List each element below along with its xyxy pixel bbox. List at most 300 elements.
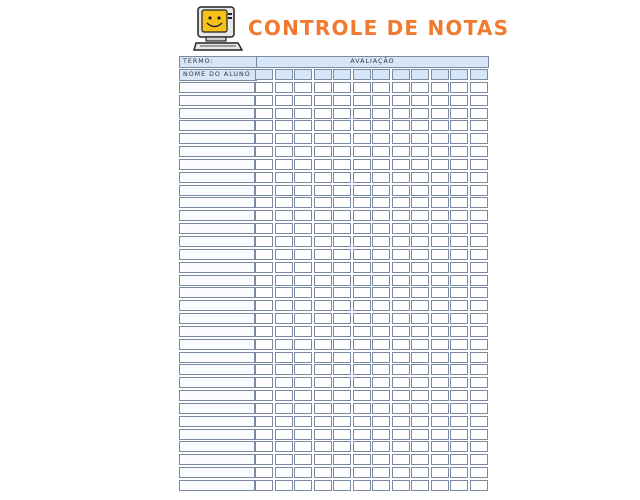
student-name-cell[interactable]	[179, 210, 255, 221]
grade-cell[interactable]	[450, 159, 468, 170]
grade-cell[interactable]	[431, 416, 449, 427]
grade-cell[interactable]	[333, 197, 351, 208]
grade-cell[interactable]	[470, 454, 488, 465]
grade-cell[interactable]	[411, 82, 429, 93]
grade-cell[interactable]	[353, 377, 371, 388]
evaluation-column-header[interactable]	[333, 69, 351, 80]
grade-cell[interactable]	[275, 262, 293, 273]
student-name-cell[interactable]	[179, 467, 255, 478]
grade-cell[interactable]	[450, 95, 468, 106]
grade-cell[interactable]	[392, 403, 410, 414]
grade-cell[interactable]	[353, 416, 371, 427]
student-name-cell[interactable]	[179, 120, 255, 131]
grade-cell[interactable]	[450, 223, 468, 234]
grade-cell[interactable]	[333, 454, 351, 465]
grade-cell[interactable]	[450, 339, 468, 350]
grade-cell[interactable]	[411, 133, 429, 144]
grade-cell[interactable]	[294, 416, 312, 427]
grade-cell[interactable]	[255, 390, 273, 401]
grade-cell[interactable]	[411, 172, 429, 183]
grade-cell[interactable]	[470, 429, 488, 440]
grade-cell[interactable]	[392, 480, 410, 491]
grade-cell[interactable]	[275, 275, 293, 286]
grade-cell[interactable]	[314, 223, 332, 234]
grade-cell[interactable]	[470, 300, 488, 311]
grade-cell[interactable]	[470, 275, 488, 286]
student-name-cell[interactable]	[179, 454, 255, 465]
grade-cell[interactable]	[372, 326, 390, 337]
grade-cell[interactable]	[450, 441, 468, 452]
evaluation-column-header[interactable]	[353, 69, 371, 80]
grade-cell[interactable]	[411, 223, 429, 234]
grade-cell[interactable]	[392, 159, 410, 170]
grade-cell[interactable]	[255, 95, 273, 106]
grade-cell[interactable]	[392, 300, 410, 311]
grade-cell[interactable]	[411, 287, 429, 298]
grade-cell[interactable]	[450, 429, 468, 440]
grade-cell[interactable]	[470, 120, 488, 131]
grade-cell[interactable]	[450, 467, 468, 478]
grade-cell[interactable]	[392, 339, 410, 350]
grade-cell[interactable]	[333, 95, 351, 106]
grade-cell[interactable]	[372, 146, 390, 157]
student-name-cell[interactable]	[179, 159, 255, 170]
grade-cell[interactable]	[470, 133, 488, 144]
grade-cell[interactable]	[275, 82, 293, 93]
student-name-cell[interactable]	[179, 223, 255, 234]
grade-cell[interactable]	[372, 120, 390, 131]
grade-cell[interactable]	[353, 390, 371, 401]
grade-cell[interactable]	[314, 377, 332, 388]
grade-cell[interactable]	[255, 82, 273, 93]
grade-cell[interactable]	[470, 441, 488, 452]
student-name-cell[interactable]	[179, 403, 255, 414]
grade-cell[interactable]	[372, 108, 390, 119]
grade-cell[interactable]	[470, 236, 488, 247]
grade-cell[interactable]	[470, 416, 488, 427]
grade-cell[interactable]	[275, 339, 293, 350]
grade-cell[interactable]	[450, 197, 468, 208]
grade-cell[interactable]	[372, 416, 390, 427]
grade-cell[interactable]	[275, 108, 293, 119]
grade-cell[interactable]	[275, 313, 293, 324]
grade-cell[interactable]	[294, 223, 312, 234]
grade-cell[interactable]	[255, 364, 273, 375]
grade-cell[interactable]	[431, 236, 449, 247]
grade-cell[interactable]	[353, 249, 371, 260]
grade-cell[interactable]	[314, 95, 332, 106]
grade-cell[interactable]	[353, 95, 371, 106]
grade-cell[interactable]	[411, 326, 429, 337]
grade-cell[interactable]	[392, 185, 410, 196]
grade-cell[interactable]	[294, 364, 312, 375]
grade-cell[interactable]	[392, 441, 410, 452]
evaluation-column-header[interactable]	[314, 69, 332, 80]
grade-cell[interactable]	[470, 223, 488, 234]
grade-cell[interactable]	[411, 364, 429, 375]
grade-cell[interactable]	[314, 403, 332, 414]
grade-cell[interactable]	[431, 108, 449, 119]
grade-cell[interactable]	[314, 390, 332, 401]
grade-cell[interactable]	[294, 480, 312, 491]
grade-cell[interactable]	[353, 339, 371, 350]
grade-cell[interactable]	[411, 313, 429, 324]
grade-cell[interactable]	[255, 133, 273, 144]
grade-cell[interactable]	[431, 377, 449, 388]
grade-cell[interactable]	[372, 390, 390, 401]
grade-cell[interactable]	[470, 480, 488, 491]
grade-cell[interactable]	[372, 364, 390, 375]
grade-cell[interactable]	[411, 467, 429, 478]
grade-cell[interactable]	[255, 454, 273, 465]
grade-cell[interactable]	[255, 210, 273, 221]
grade-cell[interactable]	[450, 172, 468, 183]
grade-cell[interactable]	[450, 210, 468, 221]
grade-cell[interactable]	[392, 236, 410, 247]
student-name-cell[interactable]	[179, 249, 255, 260]
grade-cell[interactable]	[333, 429, 351, 440]
grade-cell[interactable]	[450, 236, 468, 247]
grade-cell[interactable]	[450, 262, 468, 273]
grade-cell[interactable]	[431, 300, 449, 311]
grade-cell[interactable]	[353, 326, 371, 337]
grade-cell[interactable]	[275, 146, 293, 157]
grade-cell[interactable]	[431, 441, 449, 452]
grade-cell[interactable]	[255, 352, 273, 363]
grade-cell[interactable]	[431, 223, 449, 234]
student-name-cell[interactable]	[179, 172, 255, 183]
grade-cell[interactable]	[275, 377, 293, 388]
grade-cell[interactable]	[470, 82, 488, 93]
grade-cell[interactable]	[333, 172, 351, 183]
grade-cell[interactable]	[294, 390, 312, 401]
grade-cell[interactable]	[411, 416, 429, 427]
student-name-cell[interactable]	[179, 133, 255, 144]
grade-cell[interactable]	[294, 275, 312, 286]
grade-cell[interactable]	[294, 287, 312, 298]
student-name-cell[interactable]	[179, 352, 255, 363]
grade-cell[interactable]	[411, 441, 429, 452]
grade-cell[interactable]	[294, 313, 312, 324]
grade-cell[interactable]	[392, 210, 410, 221]
grade-cell[interactable]	[431, 185, 449, 196]
grade-cell[interactable]	[372, 480, 390, 491]
grade-cell[interactable]	[353, 300, 371, 311]
grade-cell[interactable]	[294, 403, 312, 414]
grade-cell[interactable]	[275, 403, 293, 414]
grade-cell[interactable]	[470, 390, 488, 401]
grade-cell[interactable]	[275, 390, 293, 401]
grade-cell[interactable]	[470, 403, 488, 414]
grade-cell[interactable]	[333, 108, 351, 119]
evaluation-column-header[interactable]	[255, 69, 273, 80]
grade-cell[interactable]	[470, 249, 488, 260]
grade-cell[interactable]	[372, 159, 390, 170]
evaluation-column-header[interactable]	[392, 69, 410, 80]
grade-cell[interactable]	[372, 300, 390, 311]
grade-cell[interactable]	[333, 82, 351, 93]
grade-cell[interactable]	[372, 352, 390, 363]
grade-cell[interactable]	[255, 223, 273, 234]
grade-cell[interactable]	[431, 146, 449, 157]
grade-cell[interactable]	[333, 313, 351, 324]
grade-cell[interactable]	[333, 300, 351, 311]
grade-cell[interactable]	[470, 313, 488, 324]
grade-cell[interactable]	[392, 223, 410, 234]
grade-cell[interactable]	[333, 377, 351, 388]
grade-cell[interactable]	[431, 352, 449, 363]
grade-cell[interactable]	[431, 249, 449, 260]
grade-cell[interactable]	[275, 120, 293, 131]
grade-cell[interactable]	[411, 120, 429, 131]
grade-cell[interactable]	[372, 454, 390, 465]
grade-cell[interactable]	[255, 429, 273, 440]
grade-cell[interactable]	[431, 454, 449, 465]
grade-cell[interactable]	[353, 197, 371, 208]
grade-cell[interactable]	[392, 262, 410, 273]
grade-cell[interactable]	[353, 287, 371, 298]
grade-cell[interactable]	[333, 120, 351, 131]
grade-cell[interactable]	[450, 300, 468, 311]
grade-cell[interactable]	[392, 82, 410, 93]
grade-cell[interactable]	[353, 403, 371, 414]
grade-cell[interactable]	[450, 82, 468, 93]
grade-cell[interactable]	[275, 480, 293, 491]
grade-cell[interactable]	[275, 236, 293, 247]
grade-cell[interactable]	[275, 172, 293, 183]
grade-cell[interactable]	[411, 429, 429, 440]
grade-cell[interactable]	[450, 403, 468, 414]
grade-cell[interactable]	[372, 377, 390, 388]
grade-cell[interactable]	[275, 185, 293, 196]
grade-cell[interactable]	[353, 262, 371, 273]
grade-cell[interactable]	[431, 172, 449, 183]
grade-cell[interactable]	[392, 287, 410, 298]
grade-cell[interactable]	[392, 95, 410, 106]
evaluation-column-header[interactable]	[470, 69, 488, 80]
grade-cell[interactable]	[333, 287, 351, 298]
grade-cell[interactable]	[314, 313, 332, 324]
grade-cell[interactable]	[255, 249, 273, 260]
student-name-cell[interactable]	[179, 82, 255, 93]
grade-cell[interactable]	[294, 146, 312, 157]
evaluation-column-header[interactable]	[294, 69, 312, 80]
grade-cell[interactable]	[431, 82, 449, 93]
grade-cell[interactable]	[372, 275, 390, 286]
grade-cell[interactable]	[294, 108, 312, 119]
grade-cell[interactable]	[333, 352, 351, 363]
grade-cell[interactable]	[372, 429, 390, 440]
grade-cell[interactable]	[411, 95, 429, 106]
grade-cell[interactable]	[450, 275, 468, 286]
grade-cell[interactable]	[275, 287, 293, 298]
grade-cell[interactable]	[353, 210, 371, 221]
grade-cell[interactable]	[294, 159, 312, 170]
student-name-cell[interactable]	[179, 364, 255, 375]
grade-cell[interactable]	[450, 364, 468, 375]
grade-cell[interactable]	[275, 416, 293, 427]
grade-cell[interactable]	[275, 300, 293, 311]
grade-cell[interactable]	[255, 480, 273, 491]
student-name-cell[interactable]	[179, 95, 255, 106]
grade-cell[interactable]	[275, 352, 293, 363]
grade-cell[interactable]	[255, 275, 273, 286]
evaluation-column-header[interactable]	[275, 69, 293, 80]
grade-cell[interactable]	[255, 146, 273, 157]
grade-cell[interactable]	[275, 454, 293, 465]
grade-cell[interactable]	[314, 480, 332, 491]
grade-cell[interactable]	[372, 313, 390, 324]
grade-cell[interactable]	[450, 185, 468, 196]
grade-cell[interactable]	[333, 262, 351, 273]
grade-cell[interactable]	[450, 352, 468, 363]
grade-cell[interactable]	[333, 249, 351, 260]
grade-cell[interactable]	[314, 352, 332, 363]
grade-cell[interactable]	[255, 339, 273, 350]
grade-cell[interactable]	[333, 210, 351, 221]
grade-cell[interactable]	[255, 467, 273, 478]
grade-cell[interactable]	[431, 364, 449, 375]
grade-cell[interactable]	[411, 390, 429, 401]
grade-cell[interactable]	[333, 146, 351, 157]
grade-cell[interactable]	[411, 300, 429, 311]
grade-cell[interactable]	[431, 467, 449, 478]
grade-cell[interactable]	[314, 197, 332, 208]
student-name-cell[interactable]	[179, 197, 255, 208]
grade-cell[interactable]	[294, 352, 312, 363]
grade-cell[interactable]	[353, 159, 371, 170]
grade-cell[interactable]	[431, 403, 449, 414]
grade-cell[interactable]	[372, 441, 390, 452]
grade-cell[interactable]	[411, 339, 429, 350]
grade-cell[interactable]	[314, 364, 332, 375]
grade-cell[interactable]	[470, 326, 488, 337]
grade-cell[interactable]	[431, 262, 449, 273]
grade-cell[interactable]	[431, 480, 449, 491]
grade-cell[interactable]	[450, 454, 468, 465]
grade-cell[interactable]	[392, 429, 410, 440]
grade-cell[interactable]	[431, 95, 449, 106]
grade-cell[interactable]	[314, 236, 332, 247]
grade-cell[interactable]	[470, 159, 488, 170]
grade-cell[interactable]	[294, 429, 312, 440]
grade-cell[interactable]	[431, 210, 449, 221]
grade-cell[interactable]	[314, 120, 332, 131]
grade-cell[interactable]	[470, 352, 488, 363]
student-name-cell[interactable]	[179, 429, 255, 440]
student-name-cell[interactable]	[179, 339, 255, 350]
grade-cell[interactable]	[372, 185, 390, 196]
grade-cell[interactable]	[392, 454, 410, 465]
grade-cell[interactable]	[294, 467, 312, 478]
grade-cell[interactable]	[431, 313, 449, 324]
grade-cell[interactable]	[314, 287, 332, 298]
grade-cell[interactable]	[255, 236, 273, 247]
grade-cell[interactable]	[294, 120, 312, 131]
grade-cell[interactable]	[372, 82, 390, 93]
grade-cell[interactable]	[353, 429, 371, 440]
grade-cell[interactable]	[372, 403, 390, 414]
grade-cell[interactable]	[294, 210, 312, 221]
grade-cell[interactable]	[255, 197, 273, 208]
evaluation-column-header[interactable]	[450, 69, 468, 80]
grade-cell[interactable]	[353, 223, 371, 234]
grade-cell[interactable]	[333, 223, 351, 234]
grade-cell[interactable]	[353, 185, 371, 196]
grade-cell[interactable]	[294, 82, 312, 93]
grade-cell[interactable]	[392, 352, 410, 363]
grade-cell[interactable]	[392, 108, 410, 119]
grade-cell[interactable]	[255, 108, 273, 119]
grade-cell[interactable]	[333, 364, 351, 375]
student-name-cell[interactable]	[179, 146, 255, 157]
grade-cell[interactable]	[372, 287, 390, 298]
grade-cell[interactable]	[372, 133, 390, 144]
grade-cell[interactable]	[353, 172, 371, 183]
grade-cell[interactable]	[470, 364, 488, 375]
evaluation-column-header[interactable]	[431, 69, 449, 80]
grade-cell[interactable]	[450, 120, 468, 131]
grade-cell[interactable]	[255, 403, 273, 414]
grade-cell[interactable]	[470, 172, 488, 183]
grade-cell[interactable]	[333, 236, 351, 247]
grade-cell[interactable]	[314, 108, 332, 119]
grade-cell[interactable]	[470, 467, 488, 478]
grade-cell[interactable]	[255, 300, 273, 311]
grade-cell[interactable]	[255, 159, 273, 170]
grade-cell[interactable]	[411, 480, 429, 491]
evaluation-column-header[interactable]	[411, 69, 429, 80]
grade-cell[interactable]	[275, 467, 293, 478]
student-name-cell[interactable]	[179, 185, 255, 196]
grade-cell[interactable]	[353, 364, 371, 375]
grade-cell[interactable]	[314, 249, 332, 260]
grade-cell[interactable]	[431, 159, 449, 170]
grade-cell[interactable]	[294, 339, 312, 350]
grade-cell[interactable]	[470, 210, 488, 221]
grade-cell[interactable]	[333, 467, 351, 478]
grade-cell[interactable]	[470, 95, 488, 106]
student-name-cell[interactable]	[179, 313, 255, 324]
grade-cell[interactable]	[314, 429, 332, 440]
grade-cell[interactable]	[275, 159, 293, 170]
grade-cell[interactable]	[314, 339, 332, 350]
grade-cell[interactable]	[333, 326, 351, 337]
grade-cell[interactable]	[411, 403, 429, 414]
grade-cell[interactable]	[255, 120, 273, 131]
grade-cell[interactable]	[314, 454, 332, 465]
grade-cell[interactable]	[431, 287, 449, 298]
grade-cell[interactable]	[333, 133, 351, 144]
grade-cell[interactable]	[392, 467, 410, 478]
grade-cell[interactable]	[470, 377, 488, 388]
grade-cell[interactable]	[411, 236, 429, 247]
grade-cell[interactable]	[392, 172, 410, 183]
grade-cell[interactable]	[353, 236, 371, 247]
grade-cell[interactable]	[353, 108, 371, 119]
student-name-cell[interactable]	[179, 390, 255, 401]
grade-cell[interactable]	[450, 287, 468, 298]
grade-cell[interactable]	[333, 416, 351, 427]
grade-cell[interactable]	[255, 287, 273, 298]
grade-cell[interactable]	[275, 249, 293, 260]
grade-cell[interactable]	[353, 454, 371, 465]
grade-cell[interactable]	[431, 326, 449, 337]
grade-cell[interactable]	[255, 326, 273, 337]
grade-cell[interactable]	[372, 95, 390, 106]
grade-cell[interactable]	[392, 249, 410, 260]
grade-cell[interactable]	[353, 82, 371, 93]
